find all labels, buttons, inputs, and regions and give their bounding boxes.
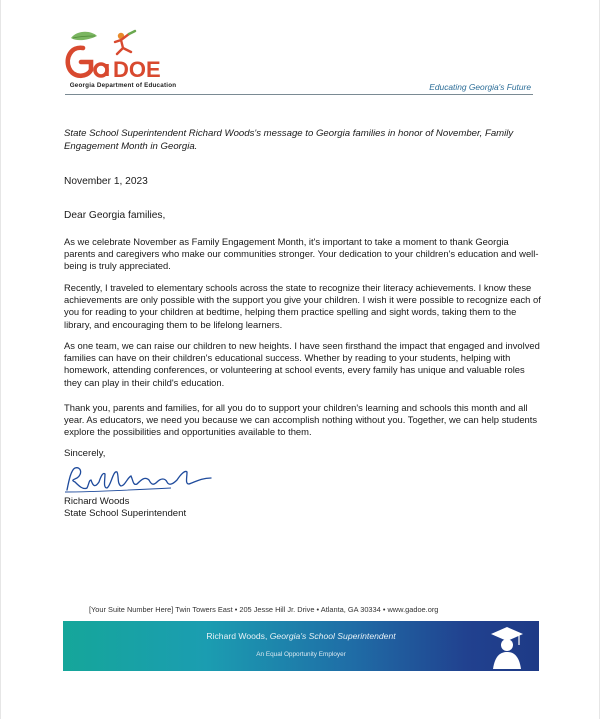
- banner-role: Georgia's School Superintendent: [269, 631, 396, 641]
- salutation: Dear Georgia families,: [64, 210, 166, 221]
- gadoe-logo-graphic: [63, 28, 183, 82]
- paragraph-3: As one team, we can raise our children to new heights. I have seen firsthand the impact that engaged and involved families can have on their children's educational success. Whether by reading to your students, helping with homework, attending conferences, or volunteering at school events, every family has unique and valuable roles they can play in their child's education.: [64, 340, 540, 388]
- banner-subtitle: An Equal Opportunity Employer: [256, 651, 346, 658]
- paragraph-1: As we celebrate November as Family Engagement Month, it's important to take a moment to thank Georgia parents and caregivers who make our communities stronger. Your dedication to your children's education and well-being is truly appreciated.: [64, 236, 539, 272]
- intro-text: State School Superintendent Richard Woods's message to Georgia families in honor of November, Family Engagement Month in Georgia.: [64, 128, 514, 152]
- letter-date: November 1, 2023: [64, 176, 148, 187]
- closing: Sincerely,: [64, 448, 106, 459]
- tagline: Educating Georgia's Future: [429, 82, 531, 92]
- logo-letters: DOE: [113, 57, 161, 82]
- graduate-icon: [489, 625, 525, 669]
- footer-banner: [63, 621, 539, 671]
- banner-name: Richard Woods,: [206, 631, 270, 641]
- signer-title: State School Superintendent: [64, 508, 187, 519]
- signature: [61, 462, 221, 498]
- paragraph-4: Thank you, parents and families, for all you do to support your children's learning and schools this month and all year. As educators, we need you because we can accomplish nothing without you. Together, we can help students explore the possibilities and opportunities available to them.: [64, 402, 538, 438]
- logo-subtitle: Georgia Department of Education: [69, 82, 177, 89]
- paragraph-2: Recently, I traveled to elementary schools across the state to recognize their literacy achievements. I know these achievements are only possible with the support you give your children. I wish it were possible to recognize each of you for reading to your children at bedtime, helping them practice spelling and sight words, taking them to the library, and encouraging them to be lifelong learners.: [64, 282, 541, 330]
- footer-address: [Your Suite Number Here] Twin Towers East • 205 Jesse Hill Jr. Drive • Atlanta, GA 30334 • www.gadoe.org: [89, 605, 439, 614]
- signer-name: Richard Woods: [64, 496, 130, 507]
- header-rule: [65, 94, 533, 95]
- gadoe-logo: [63, 28, 203, 98]
- banner-title: [63, 631, 539, 641]
